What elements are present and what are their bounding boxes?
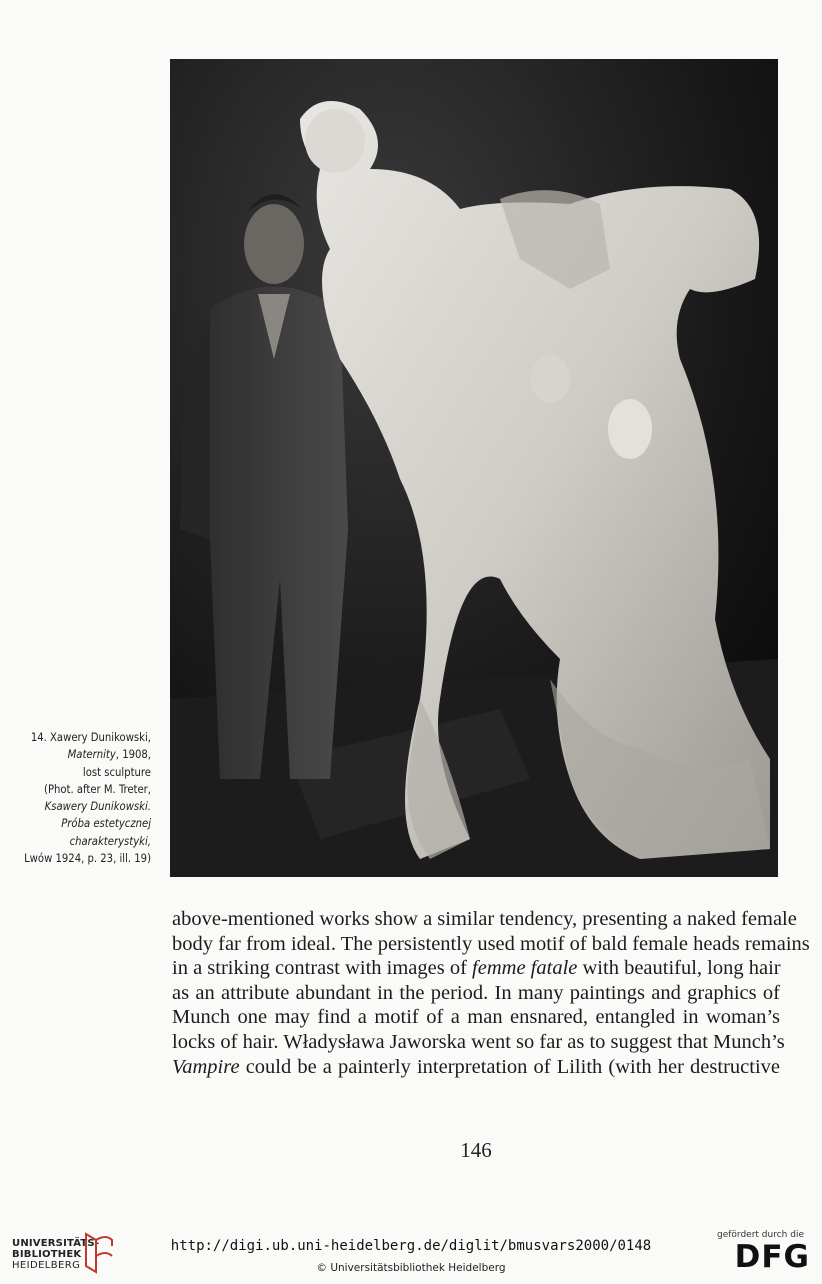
library-name-line3: HEIDELBERG [12,1260,81,1271]
dfg-wordmark: DFG [734,1239,810,1275]
library-name-line2: BIBLIOTHEK [12,1249,82,1260]
caption-line: 14. Xawery Dunikowski, [30,731,151,744]
sculpture-photograph [170,59,778,877]
body-paragraph [172,907,810,1079]
body-text-line: Munch one may find a motif of a man ensnared, entangled in woman’s [172,1006,780,1029]
body-text-line: above-mentioned works show a similar tendency, presenting a naked female [172,908,797,930]
caption-line: Lwów 1924, p. 23, ill. 19) [24,852,151,866]
photo-illustration [170,59,778,877]
caption-line: charakterystyki, [69,834,151,848]
body-text-line: Vampire could be a painterly interpretation of Lilith (with her destructive [172,1055,780,1078]
caption-line: Ksawery Dunikowski. [44,800,151,814]
caption-line: (Phot. after M. Treter, [44,782,151,796]
footer [0,1216,822,1284]
body-text-line: in a striking contrast with images of femme fatale with beautiful, long hair [172,957,781,980]
body-text-line: as an attribute abundant in the period. In many paintings and graphics of [172,981,780,1004]
source-url-link[interactable]: http://digi.ub.uni-heidelberg.de/diglit/bmusvars2000/0148 [170,1238,652,1254]
body-text-line: locks of hair. Władysława Jaworska went so far as to suggest that Munch’s [172,1030,785,1053]
body-text-line: body far from ideal. The persistently used motif of bald female heads remains [172,932,810,955]
caption-line: lost sculpture [82,765,151,779]
dfg-logo [717,1230,810,1274]
funding-note: gefördert durch die [717,1230,804,1240]
page-number: 146 [460,1138,492,1162]
library-name-line1: UNIVERSITÄTS- [12,1238,100,1249]
copyright-notice: © Universitätsbibliothek Heidelberg [316,1262,506,1274]
caption-line: Próba estetycznej [61,817,151,831]
figure-caption [14,729,151,867]
caption-line: Maternity, 1908, [67,748,151,762]
